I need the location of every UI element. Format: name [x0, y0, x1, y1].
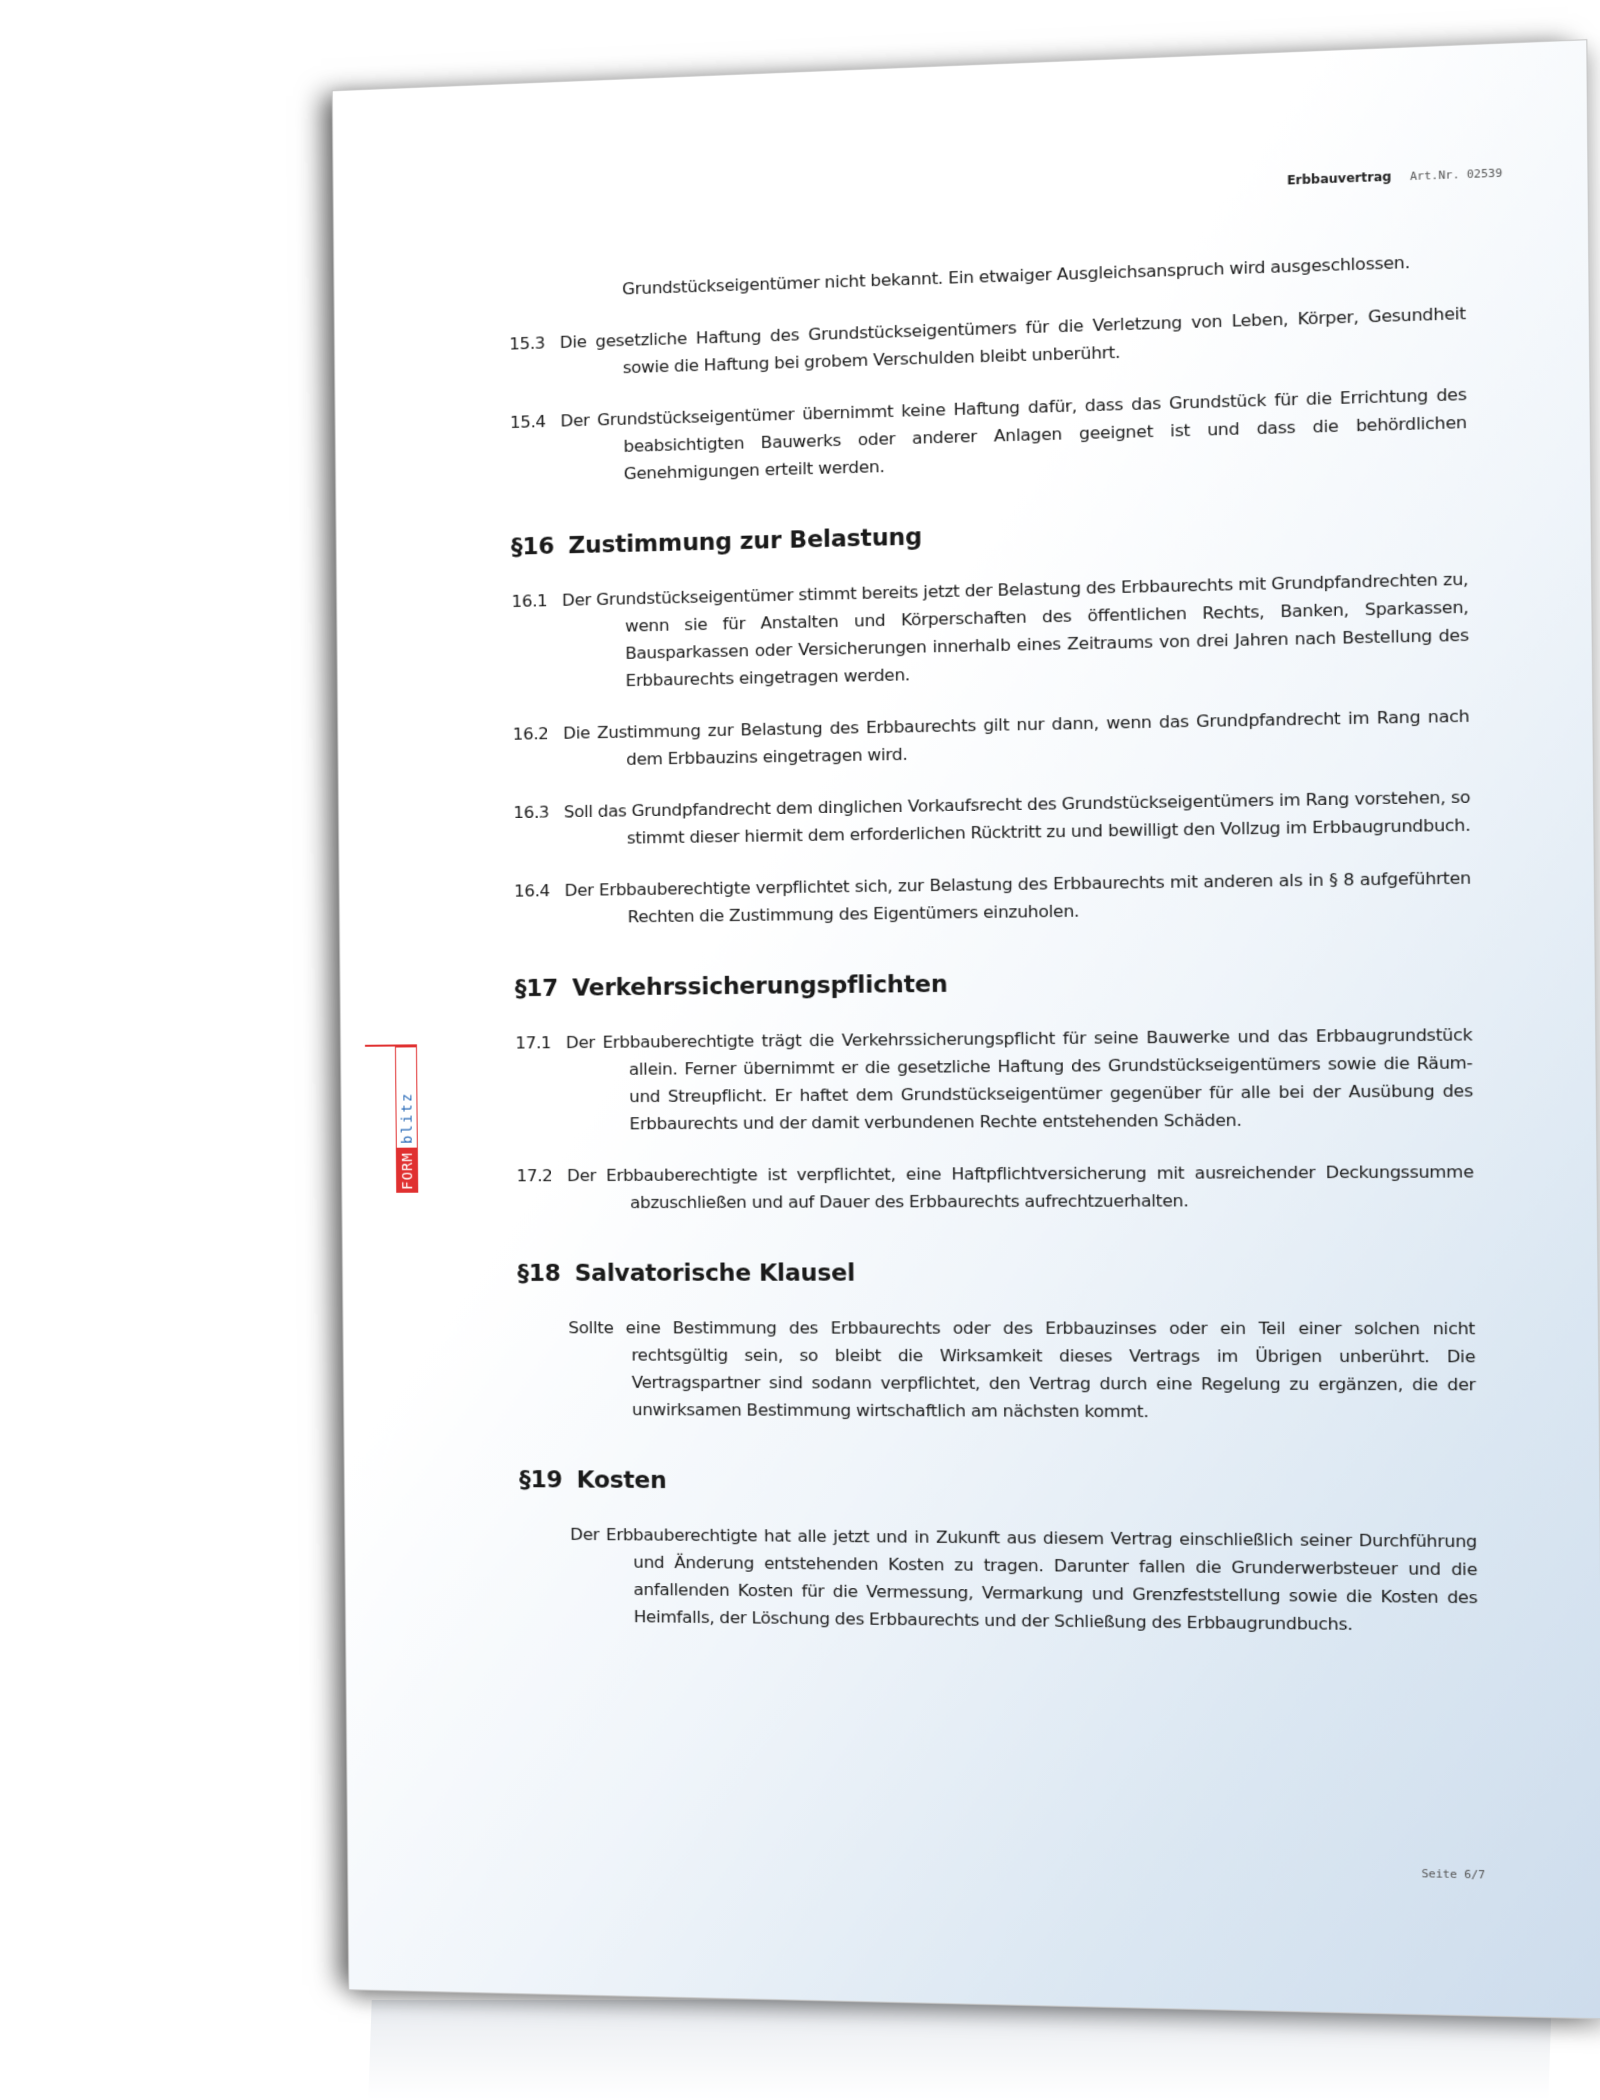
section-title: Zustimmung zur Belastung: [568, 524, 923, 560]
clause-number: 15.4: [509, 411, 546, 433]
logo-blitz-text: blitz: [399, 1091, 416, 1144]
clause-number: 17.1: [515, 1033, 552, 1053]
clause-16-4: [514, 864, 1471, 932]
clause-number: 16.3: [513, 802, 550, 823]
section-18-paragraph: [518, 1314, 1476, 1427]
logo-form-text: FORM: [397, 1148, 418, 1193]
section-19-heading: [519, 1467, 1476, 1500]
document-body: [509, 247, 1478, 1665]
clause-text: Die gesetzliche Haftung des Grundstückseigentümers für die Verletzung von Leben, Körper, Gesundheit sowie die Haftung bei grobem Verschulden bleibt unberührt.: [559, 303, 1466, 378]
clause-text: Der Grundstückseigentümer übernimmt keine Haftung dafür, dass das Grundstück für die Errichtung des beabsichtigten Bauwerks oder anderer Anlagen geeignet ist und dass die behördlichen Genehmigungen erteilt werden.: [560, 384, 1467, 484]
article-number: Art.Nr. 02539: [1409, 166, 1503, 184]
clause-15-4: [510, 380, 1467, 490]
formblitz-logo: [395, 1044, 418, 1194]
clause-number: 17.2: [516, 1166, 553, 1186]
document-title: Erbbauvertrag: [1286, 169, 1392, 188]
logo-box: [395, 1046, 418, 1192]
clause-15-3: [509, 299, 1466, 384]
section-16-heading: [511, 510, 1468, 562]
clause-text: Der Erbbauberechtigte trägt die Verkehrssicherungspflicht für seine Bauwerke und das Erbbaugrundstück allein. Ferner übernimmt er die gesetzliche Haftung des Grundstückseigentümers sowie die Räum- und Streupflicht. Er haftet dem Grundstückseigentümer gegenüber für alle bei der Ausübung des Erbbaurechts und der damit verbundenen Rechte entstehenden Schäden.: [565, 1024, 1473, 1134]
clause-text: Die Zustimmung zur Belastung des Erbbaurechts gilt nur dann, wenn das Grundpfandrecht im Rang nach dem Erbbauzins eingetragen wird.: [563, 706, 1470, 769]
clause-number: 16.4: [513, 881, 551, 901]
clause-text: Soll das Grundpfandrecht dem dinglichen Vorkaufsrecht des Grundstückseigentümers im Rang vorstehen, so stimmt dieser hiermit dem erforderlichen Rücktritt zu und bewilligt den Vollzug im Erbbaugrundbuch.: [563, 787, 1471, 848]
section-19-paragraph: [520, 1520, 1478, 1639]
clause-16-3: [513, 783, 1470, 853]
clause-number: 15.3: [509, 333, 546, 354]
clause-17-2: [516, 1158, 1474, 1217]
section-title: Verkehrssicherungspflichten: [572, 971, 948, 1002]
clause-number: 16.2: [512, 723, 549, 744]
section-title: Kosten: [576, 1467, 667, 1495]
clause-text: Der Grundstückseigentümer stimmt bereits jetzt der Belastung des Erbbaurechts mit Grundpfandrechten zu, wenn sie für Anstalten und Körperschaften des öffentlichen Rechts, Banken, Sparkassen, Bausparkassen oder Versicherungen innerhalb eines Zeitraums von drei Jahren nach Bestellung des Erbbaurechts eingetragen werden.: [561, 569, 1469, 691]
document-page: [332, 39, 1600, 2019]
section-18-heading: [517, 1260, 1474, 1288]
clause-17-1: [515, 1021, 1473, 1138]
section-title: Salvatorische Klausel: [574, 1260, 856, 1287]
section-number: §17: [514, 975, 559, 1003]
paragraph-text: Sollte eine Bestimmung des Erbbaurechts oder des Erbbauzinses oder ein Teil einer solchen nicht rechtsgültig sein, so bleibt die Wirksamkeit dieses Vertrags im Übrigen unberührt. Die Vertragspartner sind sodann verpflichtet, den Vertrag durch eine Regelung zu ergänzen, die der unwirksamen Bestimmung wirtschaftlich am nächsten kommt.: [568, 1318, 1476, 1422]
clause-text: Der Erbbauberechtigte ist verpflichtet, eine Haftpflichtversicherung mit ausreichender Deckungssumme abzuschließen und auf Dauer des Erbbaurechts aufrechtzuerhalten.: [566, 1161, 1474, 1213]
section-number: §16: [510, 533, 555, 561]
clause-number: 16.1: [511, 591, 548, 612]
clause-text: Der Erbbauberechtigte verpflichtet sich, zur Belastung des Erbbaurechts mit anderen als in § 8 aufgeführten Rechten die Zustimmung des Eigentümers einzuholen.: [564, 868, 1472, 927]
section-number: §18: [517, 1260, 561, 1287]
paragraph-text: Der Erbbauberechtigte hat alle jetzt und in Zukunft aus diesem Vertrag einschließlich seiner Durchführung und Änderung entstehenden Kosten zu tragen. Darunter fallen die Grunderwerbsteuer und die anfallenden Kosten für die Vermessung, Vermarkung und Grenzfeststellung sowie die Kosten des Heimfalls, der Löschung des Erbbaurechts und der Schließung des Erbbaugrundbuchs.: [570, 1524, 1478, 1635]
paragraph-continuation: Grundstückseigentümer nicht bekannt. Ein etwaiger Ausgleichsanspruch wird ausgeschlossen.: [622, 252, 1411, 299]
clause-16-1: [511, 565, 1469, 696]
clause-16-2: [513, 702, 1470, 775]
section-17-heading: [515, 966, 1472, 1004]
page-number: Seite 6/7: [1421, 1866, 1486, 1882]
page-reflection: [368, 2000, 1551, 2100]
section-number: §19: [519, 1467, 563, 1494]
